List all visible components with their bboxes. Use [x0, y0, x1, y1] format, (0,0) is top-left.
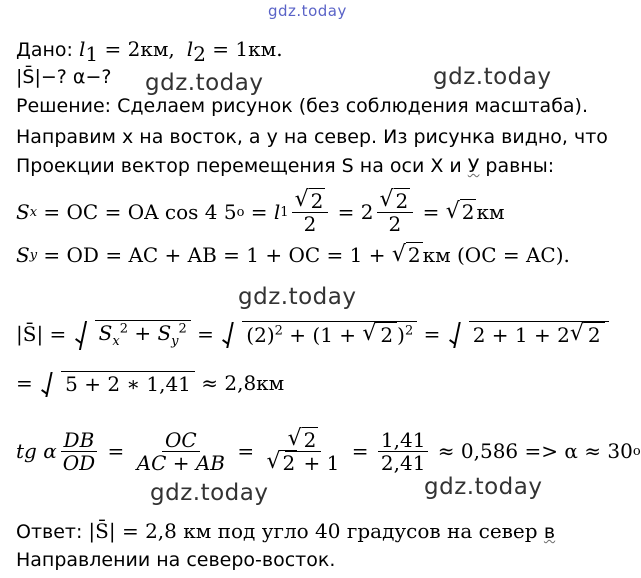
equation-text: = [190, 322, 221, 346]
radicand: 2 [584, 322, 605, 347]
l1-value: = 2км, [98, 37, 175, 61]
equation-text: = [230, 439, 261, 463]
equation-text: |S̄| = [16, 322, 73, 346]
equation-s-magnitude [16, 314, 609, 354]
equation-text: = OC = OA cos 4 5 [37, 200, 237, 224]
solution-text: на восток, а [133, 126, 267, 148]
radicand: 2 [395, 188, 409, 213]
equation-sx [16, 186, 505, 238]
answer-displacement: |S̄| [88, 519, 116, 543]
answer-text: = 2,8 км под угло 40 градусов на север [115, 519, 544, 543]
answer-label: Ответ: [16, 521, 89, 543]
numerator: 1,41 [378, 429, 429, 452]
s-symbol: S [341, 155, 354, 177]
equation-text: = OD = AC + AB = 1 + OC = 1 + [37, 243, 392, 267]
solution-text: Проекции вектор перемещения [16, 155, 342, 177]
square-root [39, 371, 195, 396]
exponent: 2 [119, 320, 128, 336]
sy-symbol: S [157, 320, 172, 345]
unit: км [422, 243, 451, 267]
radicand: 2 [407, 243, 421, 267]
l1-subscript: 1 [85, 41, 99, 66]
equation-text: = [244, 200, 274, 224]
radicand: 2 [376, 322, 397, 347]
equation-text: (OC = AC). [450, 243, 570, 267]
l2-subscript: 2 [193, 41, 206, 66]
solution-line-2 [16, 124, 608, 150]
y-axis-symbol: У [467, 155, 480, 177]
solution-line-1: Решение: Сделаем рисунок (без соблюдения масштаба). [16, 95, 589, 117]
equation-s-value [16, 366, 284, 400]
equation-text: = [345, 439, 375, 463]
fraction [292, 190, 329, 235]
fraction [60, 429, 98, 474]
sx-symbol: S [98, 320, 113, 345]
solution-text: на север. Из рисунка видно, что [277, 126, 608, 148]
equation-text: + [127, 320, 158, 345]
equation-text: = 2 [331, 200, 374, 224]
square-root [447, 321, 609, 347]
l2-value: = 1км. [205, 37, 283, 61]
denominator: OD [62, 450, 96, 475]
watermark: gdz.today [433, 64, 552, 90]
equation-text: + 1 [297, 450, 340, 475]
watermark: gdz.today [150, 480, 269, 506]
numerator: OC [162, 429, 200, 452]
fraction [134, 429, 228, 474]
tangent-symbol: tg α [16, 439, 57, 463]
given-line [16, 36, 283, 67]
watermark: gdz.today [424, 474, 543, 500]
radicand: 2 [282, 450, 296, 475]
l1-symbol: l [78, 37, 86, 61]
degree-mark: o [632, 443, 641, 459]
equation-text: ) [397, 323, 405, 347]
x-axis-symbol: x [121, 126, 134, 148]
l2-symbol: l [186, 37, 194, 61]
solution-line-3 [16, 153, 554, 179]
denominator: AC + AB [136, 450, 225, 475]
equation-text: = [416, 200, 446, 224]
solution-text: на оси X и [353, 155, 468, 177]
sy-symbol: S [16, 243, 30, 267]
equation-text: ≈ 2,8км [194, 371, 285, 395]
equation-text: (2) [246, 323, 275, 347]
equation-tangent [16, 424, 641, 478]
fraction [378, 429, 429, 474]
numerator: DB [61, 429, 98, 452]
fraction [377, 190, 414, 235]
radicand: 5 + 2 ∗ 1,41 [61, 371, 195, 396]
radicand: 2 [461, 200, 475, 224]
denominator: 2,41 [380, 450, 426, 475]
watermark: gdz.today [145, 70, 264, 96]
solution-text: равны: [479, 155, 555, 177]
sy-subscript: y [171, 333, 179, 349]
find-line [16, 64, 111, 90]
denominator: 2 [303, 211, 317, 236]
sx-subscript: x [29, 204, 38, 220]
sx-subscript: x [112, 333, 120, 349]
radicand: 2 [303, 427, 317, 452]
equation-text: ≈ 0,586 => α ≈ 30 [431, 439, 633, 463]
find-text: −? α−? [40, 66, 112, 88]
denominator: 2 [388, 211, 402, 236]
fraction [263, 429, 342, 474]
y-axis-symbol: y [266, 126, 278, 148]
find-displacement: |S̄| [16, 66, 41, 88]
answer-line-1 [16, 518, 555, 545]
equation-text: 2 + 1 + 2 [472, 323, 570, 347]
square-root [220, 321, 417, 347]
l1-subscript: 1 [280, 204, 289, 220]
sx-symbol: S [16, 200, 30, 224]
watermark-top: gdz.today [268, 2, 347, 20]
exponent: 2 [404, 323, 414, 339]
l1-symbol: l [273, 200, 281, 224]
equation-sy [16, 240, 570, 270]
equation-text: = [417, 322, 447, 346]
solution-text: Направим [16, 126, 122, 148]
watermark: gdz.today [238, 284, 357, 310]
equation-text: = [101, 439, 131, 463]
square-root [73, 320, 191, 349]
sy-subscript: y [29, 247, 38, 263]
exponent: 2 [178, 320, 187, 336]
given-label: Дано: [16, 39, 73, 61]
answer-text: в [543, 521, 556, 543]
unit: км [476, 200, 505, 224]
equation-text: = [16, 371, 40, 395]
exponent: 2 [274, 323, 283, 339]
equation-text: + (1 + [282, 323, 363, 347]
answer-line-2: Направлении на северо-восток. [16, 549, 336, 571]
radicand: 2 [310, 188, 324, 213]
degree-mark: o [236, 204, 245, 220]
